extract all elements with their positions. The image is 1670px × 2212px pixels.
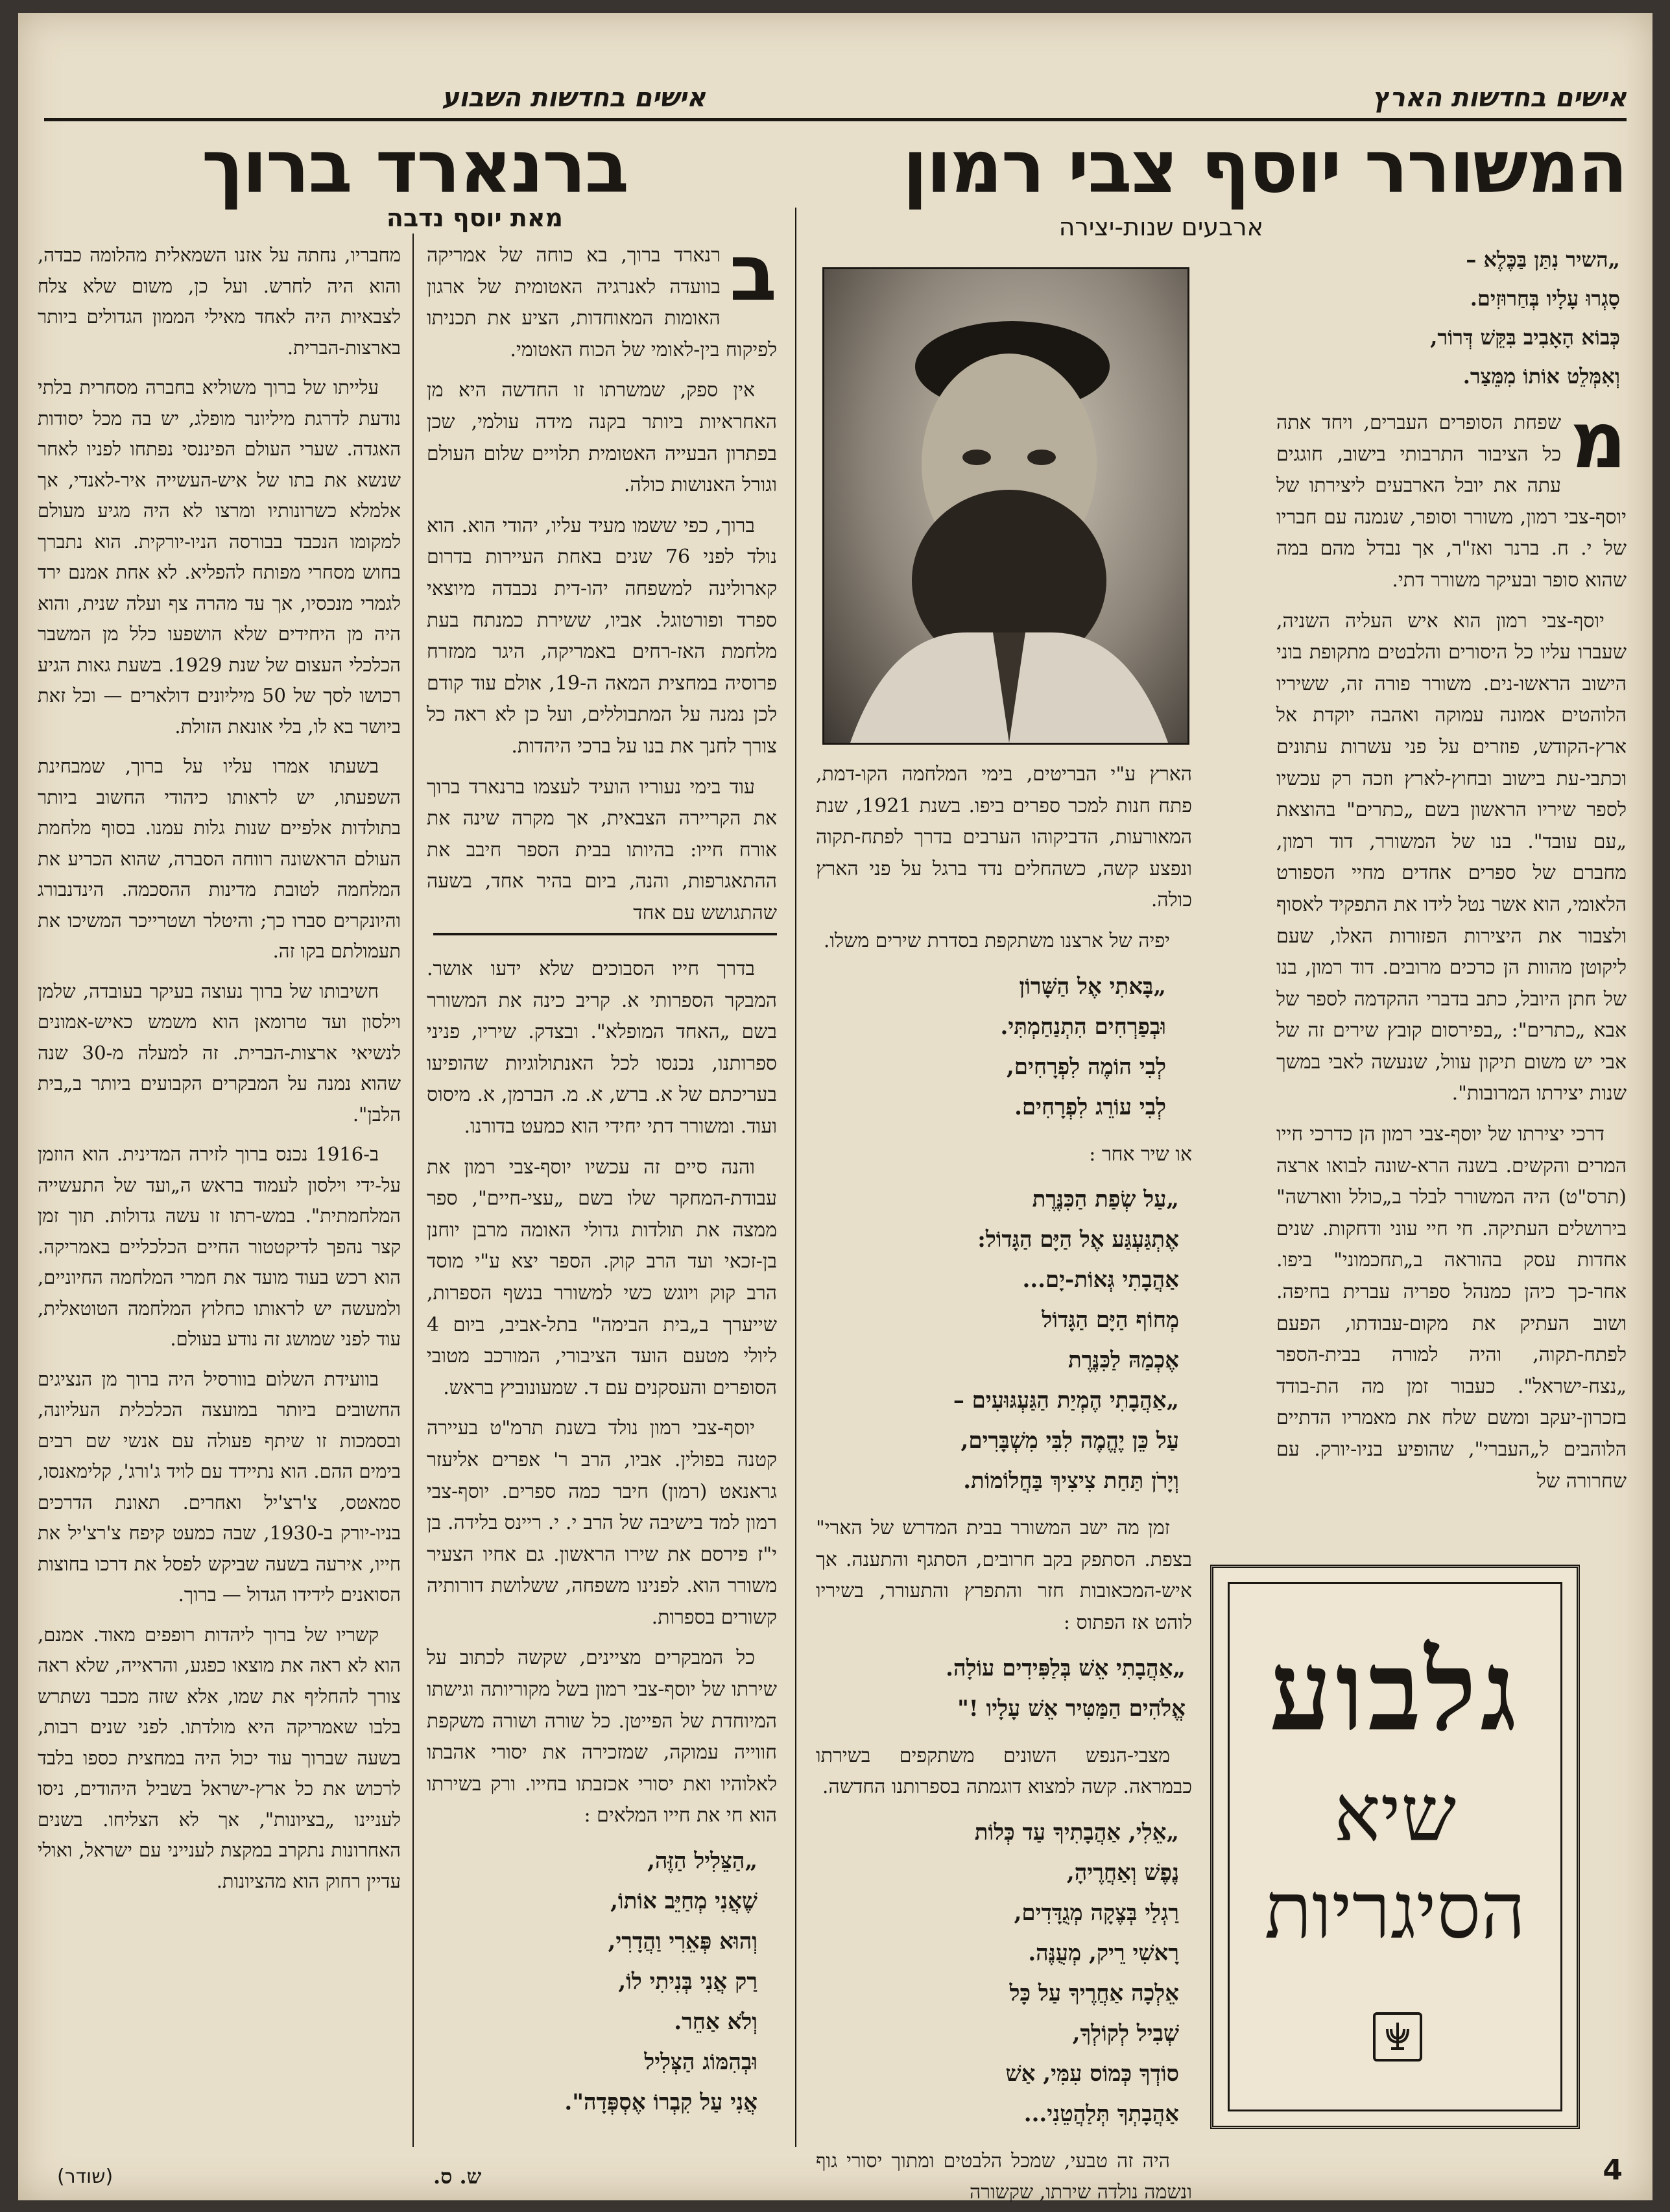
paragraph: הארץ ע"י הבריטים, בימי המלחמה הקו-דמת, פתח חנות למכר ספרים ביפו. בשנת 1921, שנת המאורעות, הדביקוהו הערבים בדרך לפתח-תקוה ונפצע קשה, כשהחלים נדד ברגל על פני הארץ כולה. [816,763,1192,912]
poem-line: לְבִי עוֹרֵג לִפְרָחִים. [1014,1094,1166,1120]
left-article-column-1 [1276,240,1627,1550]
paragraph: עלייתו של ברוך משוליא בחברה מסחרית בלתי נודעת לדרגת מיליונר מופלג, יש בה מכל יסודות האגדה. שערי העולם הפיננסי נפתחו לפניו לאחר שנשא את בתו של איש-העשייה איר-לאנדי, אך אלמלא כשרונותיו ומרצו לא היה מגיע מעולם למקומו הנכבד בבורסה הניו-יורקית. הוא נתברך בחוש מסחרי מפותח להפליא. לא אחת אמנם ירד לגמרי מנכסיו, אך עד מהרה צף ועלה שנית, והוא היה מן היחידים שלא הושפעו כלל מן המשבר הכלכלי העצום של שנת 1929. בשעת גאות הגיע רכושו לסך של 50 מיליונים דולארים — וכל זאת ביושר בא לו, בלי אונאת הזולת. [38,376,401,738]
paragraph: היה זה טבעי, שמכל הלבטים ומתוך יסורי גוף ונשמה נולדה שירתו, שקשורה [816,2149,1192,2204]
paragraph: יוסף-צבי רמון הוא איש העליה השניה, שעברו עליו כל היסורים והלבטים מתקופת בוני הישוב הראשו-נים. משורר פורה זה, ששיריו הלוהטים אמונה עמוקה ואהבה יוקדת אל ארץ-הקודש, פוזרים על פני עשרות עתונים וכתבי-עת בישוב ובחוץ-לארץ וזכה רק עכשיו לספר שיריו הראשון בשם „כתרים" בהוצאת „עם עובד". בנו של המשורר, דוד רמון, מחברם של ספרים אחדים מחיי הספורט הלאומי, הוא אשר נטל לידו את התפקיד לאסוף ולצבור את היצירות הפזורות האלו, שעם ליקוטן מהוות הן כרכים מרובים. דוד רמון, בנו של חתן היובל, כתב בדברי ההקדמה לספר של אבא „כתרים": „בפירסום קובץ שירים זה של אבי יש משום תיקון עוול, שנעשה לאבי במשך שנות יצירתו המרובות". [1276,609,1627,1105]
poem-line: „הַצֵּלִיל הַזֶּה, [647,1848,757,1875]
paragraph: כל המבקרים מציינים, שקשה לכתוב על שירתו של יוסף-צבי רמון בשל מקוריותה וגישתו המיוחדת של הפייטן. כל שורה ושורה משקפת חווייה עמוקה, שמזכירה את יסורי אהבתו לאלוהיו ואת יסורי אכזבתו בחייו. ורק בשירתו הוא חי את חייו המלאים : [427,1646,777,1827]
poem-line: מְחוֹף הַיָּם הַגָּדוֹל [1042,1307,1179,1334]
paragraph: שפחת הסופרים העברים, ויחד אתה כל הציבור התרבותי בישוב, חוגגים עתה את יובל הארבעים ליצירתו של יוסף-צבי רמון, משורר וסופר, שנמנה עם חבריו של י. ח. ברנר ואז"ר, אך נבדל מהם במה שהוא סופר ובעיקר משורר דתי. [1276,411,1627,592]
paragraph: והנה סיים זה עכשיו יוסף-צבי רמון את עבודת-המחקר שלו בשם „עצי-חיים", ספר ממצה את תולדות גדולי האומה מרבן יוחנן בן-זכאי ועד הרב קוק. הספר יצא ע"י מוסד הרב קוק ויוגש כשי למשורר בנשף הספרות, שייערך ב„בית הבימה" בתל-אביב, ביום 4 ליולי מטעם הועד הציבורי, המורכב מטובי הסופרים והעסקנים עם ד. שמעונוביץ בראש. [427,1155,777,1399]
poem-line: כְּבוֹא הָאָבִיב בִּקֵּשׁ דְּרוֹר, [1430,325,1620,350]
menorah-emblem-icon [1373,2012,1422,2062]
paragraph: בוועידת השלום בוורסיל היה ברוך מן הנציגים החשובים ביותר במועצה הכלכלית העליונה, ובסמכות זו שיתף פעולה עם אנשי שם רבים בימים ההם. הוא נתיידד עם לויד ג'ורג', קלימאנסו, סמאטס, צ'רצ'יל ואחרים. תאונת הדרכים בניו-יורק ב-1930, שבה כמעט קיפח צ'רצ'יל את חייו, אירעה בשעה שביקש לפסל את דרכו בחוצות הסואנים לידידו הגדול — ברוך. [38,1367,401,1605]
right-article-byline: מאת יוסף נדבה [386,204,563,232]
intro-poem [1276,240,1627,396]
paragraph: מצבי-הנפש השונים משתקפים בשירתו כבמראה. קשה למצוא דוגמתה בספרותנו החדשה. [816,1744,1192,1799]
right-article-column-1 [427,228,777,924]
poem-line: אֶתְגַּעְגַּע אֶל הַיָּם הַגָּדוֹל: [977,1227,1179,1253]
poem-sharon [816,967,1192,1127]
poem-line: אֲנִי עַל קִבְרוֹ אֶסְפְּדָה". [564,2089,757,2116]
poem-line: סָגְרוּ עָלָיו בְּחַרוּזִים. [1470,286,1620,311]
paragraph: קשריו של ברוך ליהדות רופפים מאוד. אמנם, הוא לא ראה את מוצאו כפגע, והראייה, שלא ראה צורך להחליף את שמו, אלא שזה מכבר נשתרש בלבו שאמריקה היא מולדתו. לפני שנים רבות, בשעה שברוך עוד יכול היה במחצית כספו בלבד לרכוש את כל ארץ-ישראל בשביל היהודים, ניסו לעניינו „בציונות", אך לא הצליחו. בשנים האחרונות נתקרב במקצת לענייני עם ישראל, ואולי עדיין רחוק הוא מהציונות. [38,1623,401,1892]
footer-note: (שודר) [57,2165,113,2188]
drop-cap: ב [729,228,777,319]
paragraph: מחבריו, נחתה על אזנו השמאלית מהלומה כבדה, והוא היה לחרש. ועל כן, משום שלא צלח לצבאיות היה לאחד מאילי הממון הגדולים ביותר בארצות-הברית. [38,244,401,359]
paragraph: בשעתו אמרו עליו על ברוך, שמבחינת השפעתו, יש לראותו כיהודי החשוב ביותר בתולדות אלפיים שנות גלות עמנו. בסוף מלחמת העולם הראשונה רווחה הסברה, שהוא הכריע את המלחמה לטובת מדינות ההסכמה. הינדנבורג והיונקרים סברו כך; והיטלר ושטרייכר המשיכו את תעמולתם בקו זה. [38,755,401,962]
paragraph: דרכי יצירתו של יוסף-צבי רמון הן כדרכי חייו המרים והקשים. בשנה הרא-שונה לבואו ארצה (תרס"ט) היה המשורר לבלר ב„כולל ווארשה" בירושלים העתיקה. חי חיי עוני ודחקות. שנים אחדות עסק בהוראה ב„תחכמוני" ביפו. אחר-כך כיהן כמנהל ספריה עברית בחיפה. ושוב העתיק את מקום-עבודתו, הפעם לפתח-תקוה, והיה למורה בבית-הספר „נצח-ישראל". כעבור זמן מה הת-בודד בזכרון-יעקב ומשם שלח את מאמריו הדתיים הלוהבים ל„העברי", שהופיע בניו-יורק. עם שחרורה של [1276,1123,1627,1493]
poem-fire [816,1648,1192,1729]
poem-line: אֵלְכָה אַחֲרֶיךָ עַל כָּל [1009,1980,1179,2006]
poem-line: רַגְלַי בְּצֶקָה מְגֻדָּדִים, [1014,1899,1179,1926]
poem-line: וְהוּא פְּאֵרִי וַהֲדָרִי, [608,1929,757,1955]
poem-line: רַק אֲנִי בְּנִיתִי לוֹ, [618,1969,757,1995]
poem-line: אַהֲבָתִי גְּאוֹת-יָם... [1022,1267,1179,1293]
poem-line: „אַהֲבָתִי הֶמְיַת הַגַּעְגּוּעִים – [953,1388,1179,1414]
right-article-headline: ברנארד ברוך [201,125,628,210]
left-article-headline: המשורר יוסף צבי רמון [902,125,1627,210]
poem-tzlil [427,1841,777,2122]
paragraph: חשיבותו של ברוך נעוצה בעיקר בעובדה, שלמן וילסון ועד טרומאן הוא משמש כאיש-אמונים לנשיאי ארצות-הברית. זה למעלה מ-30 שנה שהוא נמנה על המבקרים הקבועים ביותר ב„בית הלבן". [38,980,401,1125]
drop-cap: מ [1570,396,1627,486]
poem-line: אֶכְמַהּ לַכִּנֶּרֶת [1068,1347,1179,1374]
paragraph: אין ספק, שמשרתו זו החדשה היא מן האחראיות ביותר בקנה מידה עולמי, שכן בפתרון הבעייה האטומית תלויים שלום העולם וגורל האנושות כולה. [427,379,777,497]
paragraph: או שיר אחר : [1089,1142,1192,1166]
poem-line: וְאִמְּלֵט אוֹתוֹ מִמֵּצַר. [1462,364,1620,389]
poem-line: וְיָרֹן תַּחַת צִיצִיךְ בַּחֲלוֹמוֹת. [963,1468,1179,1495]
ad-line-1: שיא [1333,1769,1457,1859]
poem-kinneret [816,1179,1192,1501]
paragraph: ב-1916 נכנס ברוך לזירה המדינית. הוא הוזמן על-ידי וילסון לעמוד בראש ה„ועד של התעשייה המלחמתית". במש-רתו זו עשה גדולות. תוך זמן קצר נהפך לדיקטטור החיים הכלכליים באמריקה. הוא רכש בעוד מועד את חמרי המלחמה החיוניים, ולמעשה יש לראותו כחלוץ המלחמה הטוטאלית, עוד לפני שמושג זה נודע בעולם. [38,1143,401,1350]
poem-line: וְלֹא אַחֵר. [674,2009,757,2036]
portrait-figure [824,269,1187,743]
poem-line: עַל כֵּן יֶהֱמֶה לִבִּי מִשְׁבָּרִים, [960,1428,1179,1454]
poem-line: וּבְפַרְחִים הִתְנַחַמְתִּי. [1000,1013,1166,1040]
paragraph: רנארד ברוך, בא כוחה של אמריקה בוועדה לאנרגיה האטומית של ארגון האומות המאוחדות, הציע את תכניתו לפיקוח בין-לאומי של הכוח האטומי. [427,244,777,361]
poem-line: אֱלֹהִים הַמַּטִּיר אֵשׁ עָלָיו !" [957,1695,1186,1722]
poem-line: נֶפֶשׁ וְאַחֲרֶיהָ, [1066,1859,1179,1886]
right-article-kicker: אישים בחדשות השבוע [442,83,706,113]
poem-line: שְׁבִיל לְקוֹלְךָ, [1072,2020,1179,2047]
paragraph: עוד בימי נעוריו הועיד לעצמו ברנארד ברוך את הקריירה הצבאית, אך מקרה שינה את אורח חייו: בהיותו בבית הספר חיבב את ההתאגרפות, והנה, ביום בהיר אחד, בשעה שהתגושש עם אחד [427,775,777,924]
poem-line: „השיר נִתַּן בַּכֶּלֶא – [1466,247,1620,272]
paragraph: בדרך חייו הסבוכים שלא ידעו אושר. המבקר הספרותי א. קריב כינה את המשורר בשם „האחד המופלא". ובצדק. שיריו, פניני ספרותנו, נכנסו לכל האנתולוגיות שהופיעו בעריכתם של א. ברש, א. מ. הברמן, א. מיסוס ועוד. ומשורר דתי יחידי הוא כמעט בדורנו. [427,957,777,1138]
paragraph: יוסף-צבי רמון נולד בשנת תרמ"ט בעיירה קטנה בפולין. אביו, הרב ר' אפרים אליעזר גראנאט (רמון) חיבר כמה ספרים. יוסף-צבי רמון למד בישיבה של הרב י. י. ריינס בלידה. בן י"ז פירסם את שירו הראשון. גם אחיו הצעיר משורר הוא. לפנינו משפחה, ששלושת דורותיה קשורים בספרות. [427,1417,777,1629]
article-signature: ש. ס. [433,2164,482,2189]
top-rule [44,118,1627,121]
poem-line: רָאשִׁי רֵיק, מְעֻנֶּה. [1028,1940,1179,1966]
poem-line: „אַהֲבָתִי אֵשׁ בְּלַפִּידִים עוֹלָה. [946,1655,1186,1681]
poem-line: לְבִי הוֹמֶה לִפְרָחִים, [1006,1053,1166,1080]
ad-brand: גלבוע [1269,1626,1521,1756]
left-article-subtitle: ארבעים שנות-יצירה [1058,213,1263,241]
paragraph: ברוך, כפי ששמו מעיד עליו, יהודי הוא. הוא נולד לפני 76 שנים באחת העיירות בדרום קארולינה למשפחה יהו-דית נכבדה מיוצאי ספרד ופורטוגל. אביו, ששירת כמנתח בעת מלחמת האז-רחים באמריקה, היגר ממזרח פרוסיה במחצית המאה ה-19, אולם עוד קודם לכן נמנה על המתבוללים, ועל כן לא ראה כל צורך לחנך את בנו על ברכי היהדות. [427,514,777,758]
poem-line: אַהֲבָתְךָ תְּלַהֲטֵנִי... [1023,2100,1179,2127]
poem-line: „עַל שְׂפַת הַכִּנֶּרֶת [1032,1186,1179,1213]
right-article-column-2 [38,240,401,2154]
poem-line: וּבְהִמּוֹג הַצְּלִיל [644,2049,757,2076]
cigarette-advertisement [1210,1565,1580,2129]
article-separator-rule [433,933,777,935]
left-article-kicker: אישים בחדשות הארץ [1372,83,1627,113]
poem-eli [816,1812,1192,2134]
paragraph: זמן מה ישב המשורר בבית המדרש של הארי" בצפת. הסתפק בקב חרובים, הסתגף והתענה. אך איש-המכאובות חזר והתפרץ והתעורר, בשיריו לוהט אז הפתוס : [816,1517,1192,1634]
ad-frame [1228,1582,1562,2111]
column-rule [795,208,796,2147]
poem-line: סוֹדְךָ כְּמוֹס עִמִּי, אַשׁ [1005,2060,1179,2087]
left-article-continuation-column [427,954,777,2160]
paragraph: יפיה של ארצנו משתקפת בסדרת שירים משלו. [823,929,1170,952]
page-number: 4 [1603,2154,1623,2187]
column-rule [412,234,414,2147]
left-article-column-2 [816,759,1192,2204]
poem-line: „אֵלִי, אַהֲבָתִיךָ עַד כְּלוֹת [974,1819,1179,1845]
poet-portrait-photo [822,267,1189,745]
poem-line: שֶׁאֲנִי מְחַיֵּב אוֹתוֹ, [610,1888,757,1915]
poem-line: „בָּאתִי אֶל הַשָּׁרוֹן [1019,973,1166,1000]
ad-line-2: הסיגריות [1264,1866,1526,1956]
magazine-page [18,13,1652,2204]
